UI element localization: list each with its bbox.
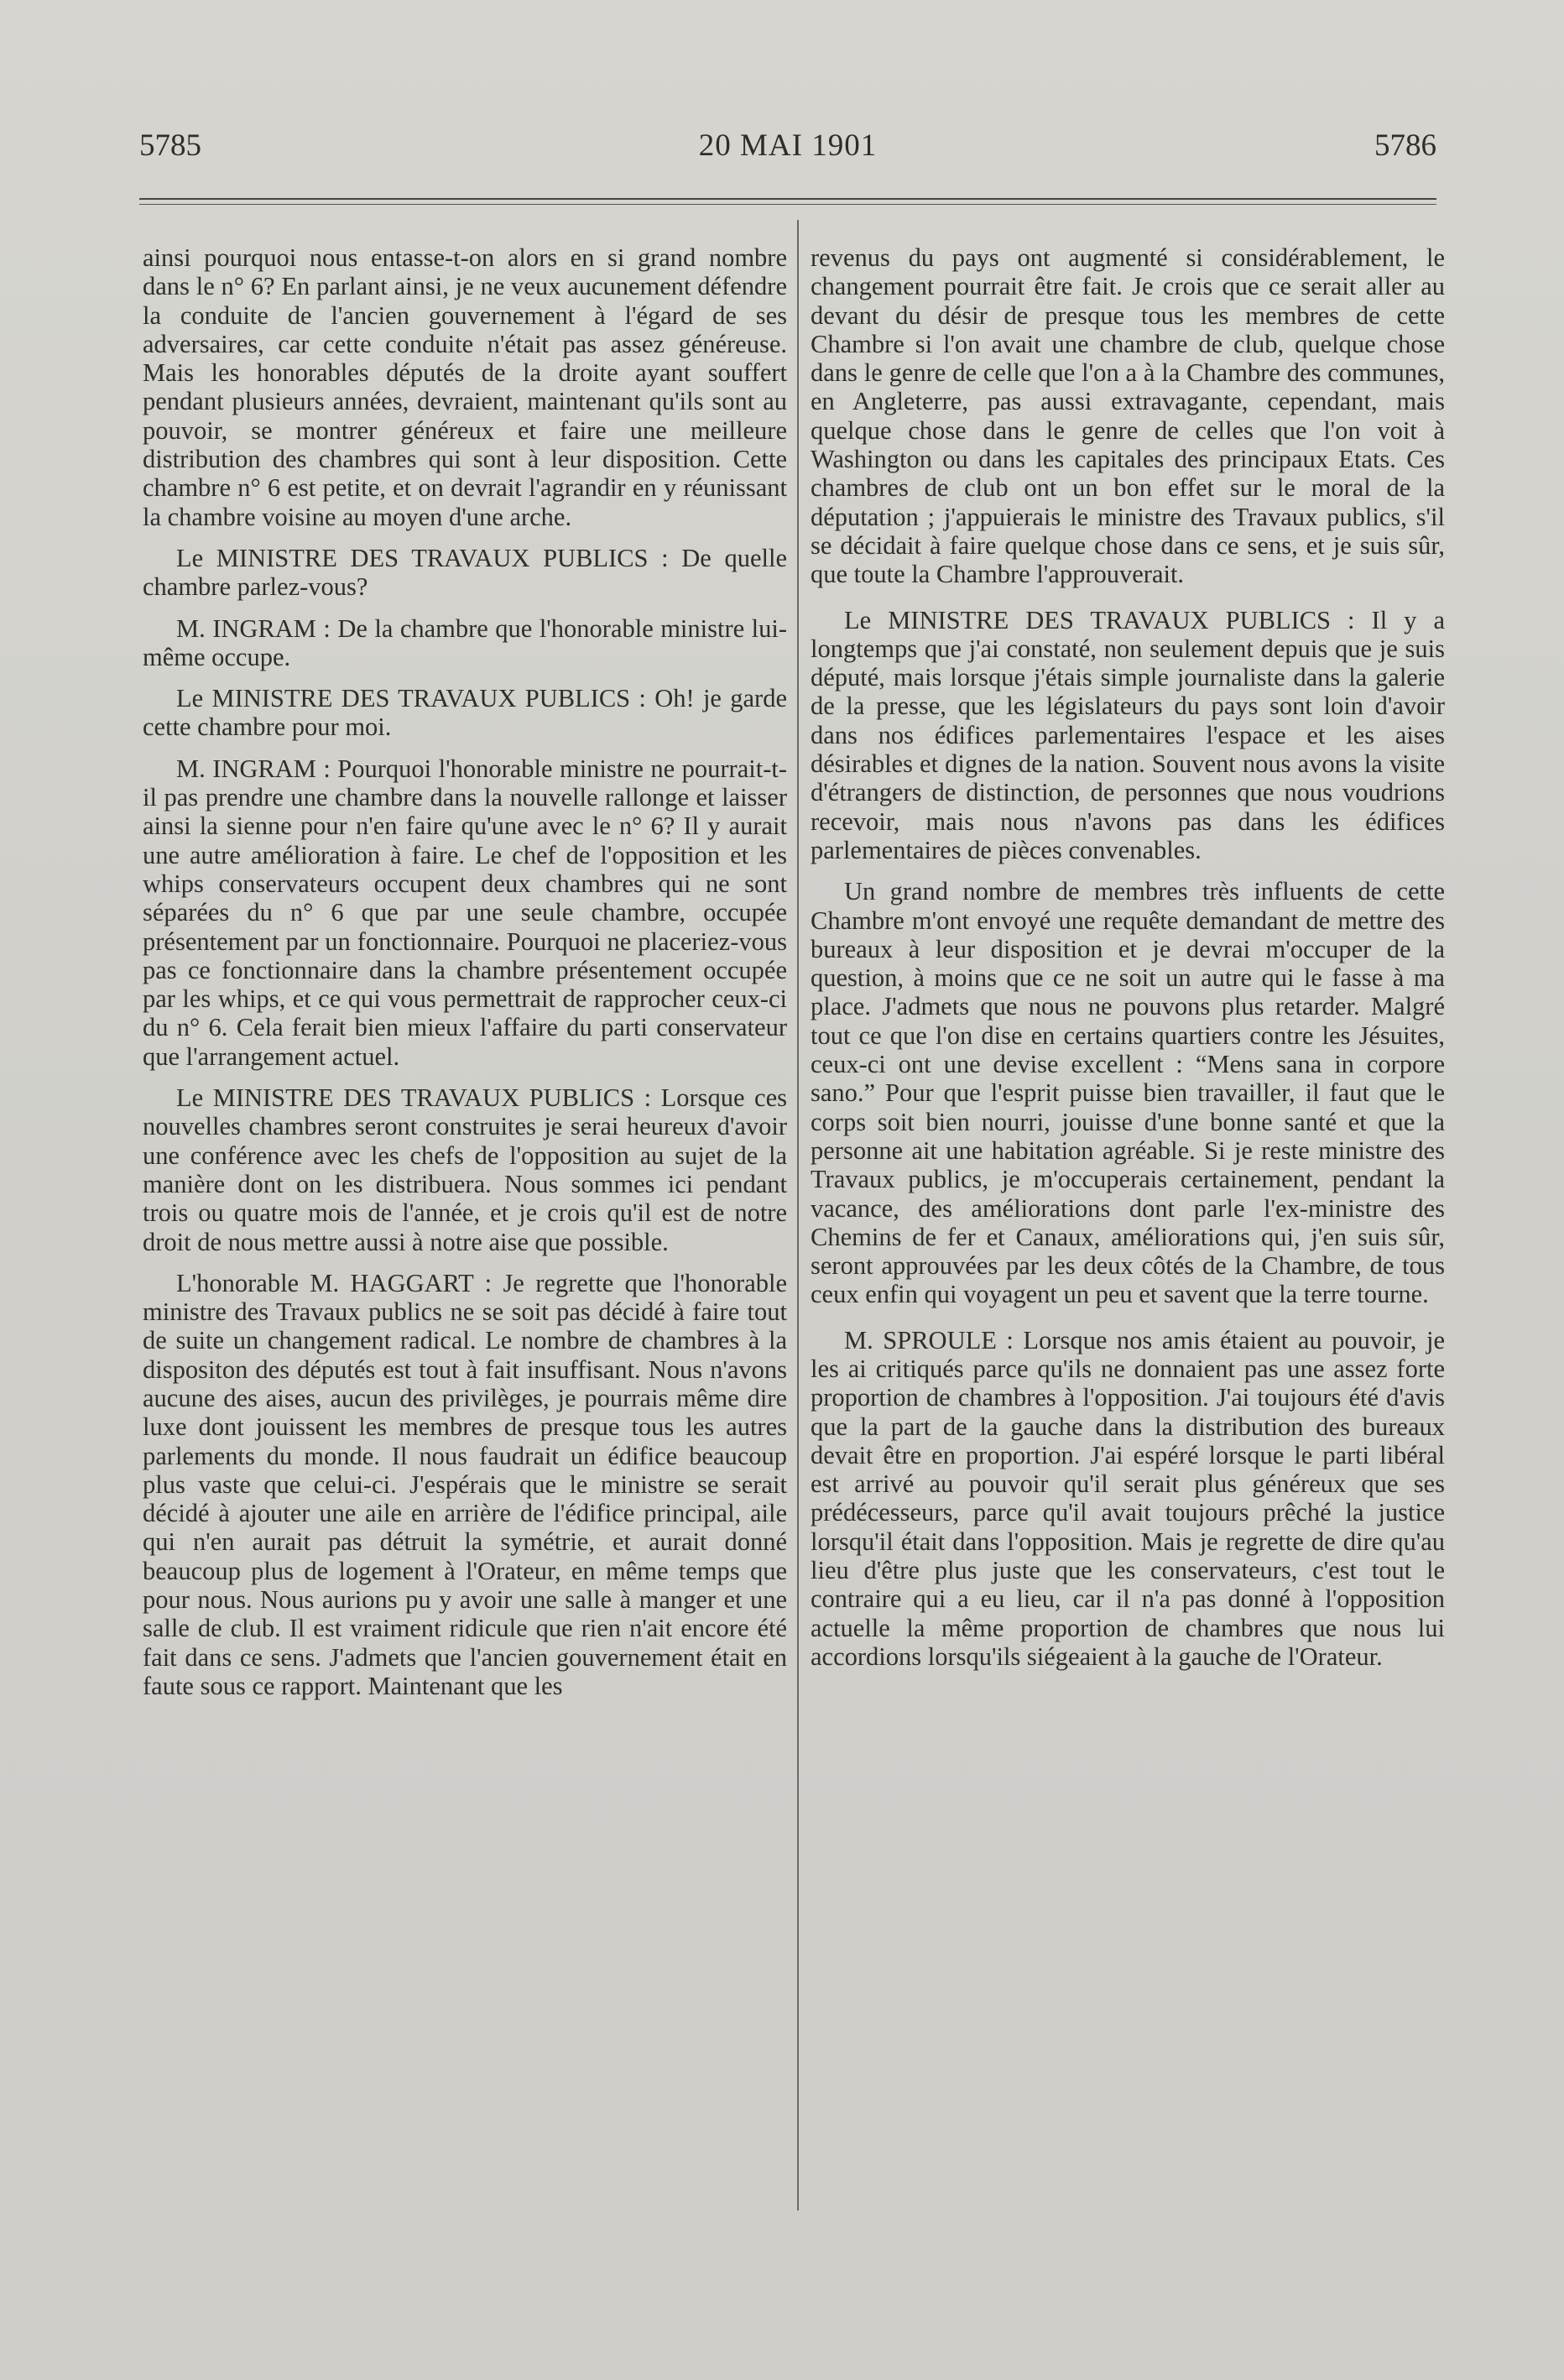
paragraph: Le MINISTRE DES TRAVAUX PUBLICS : Oh! je garde cette chambre pour moi. (143, 684, 787, 742)
paragraph: Le MINISTRE DES TRAVAUX PUBLICS : De quelle chambre parlez-vous? (143, 543, 787, 602)
paragraph: Le MINISTRE DES TRAVAUX PUBLICS : Il y a longtemps que j'ai constaté, non seulement depuis que je suis député, mais lorsque j'étais simple journaliste dans la galerie de la presse, que les législateurs du pays sont loin d'avoir dans nos édifices parlementaires l'espace et les aises désirables et dignes de la nation. Souvent nous avons la visite d'étrangers de distinction, de personnes que nous voudrions recevoir, mais nous n'avons pas dans les édifices parlementaires de pièces convenables. (811, 605, 1445, 864)
right-column (811, 243, 1445, 1683)
page-header (139, 128, 1436, 178)
left-column (143, 243, 787, 1713)
paragraph: M. INGRAM : De la chambre que l'honorable ministre lui-même occupe. (143, 613, 787, 671)
paragraph: M. INGRAM : Pourquoi l'honorable ministre ne pourrait-t-il pas prendre une chambre dans la nouvelle rallonge et laisser ainsi la sienne pour n'en faire qu'une avec le n° 6? Il y aurait une autre amélioration à faire. Le chef de l'opposition et les whips conservateurs occupent deux chambres qui ne sont séparées du n° 6 que par une seule chambre, occupée présentement par un fonctionnaire. Pourquoi ne placeriez-vous pas ce fonctionnaire dans la chambre présentement occupée par les whips, et ce qui vous permettrait de rapprocher ceux-ci du n° 6. Cela ferait bien mieux l'affaire du parti conservateur que l'arrangement actuel. (143, 754, 787, 1071)
page-date: 20 MAI 1901 (698, 128, 878, 163)
paragraph: L'honorable M. HAGGART : Je regrette que l'honorable ministre des Travaux publics ne se soit pas décidé à faire tout de suite un changement radical. Le nombre de chambres à la dispositon des députés est tout à fait insuffisant. Nous n'avons aucune des aises, aucun des privilèges, je pourrais même dire luxe dont jouissent les membres de presque tous les autres parlements du monde. Il nous faudrait un édifice beaucoup plus vaste que celui-ci. J'espérais que le ministre se serait décidé à ajouter une aile en arrière de l'édifice principal, aile qui n'en aurait pas détruit la symétrie, et aurait donné beaucoup plus de logement à l'Orateur, en même temps que pour nous. Nous aurions pu y avoir une salle à manger et une salle de club. Il est vraiment ridicule que rien n'ait encore été fait dans ce sens. J'admets que l'ancien gouvernement était en faute sous ce rapport. Maintenant que les (143, 1268, 787, 1700)
paragraph: revenus du pays ont augmenté si considérablement, le changement pourrait être fait. Je crois que ce serait aller au devant du désir de presque tous les membres de cette Chambre si l'on avait une chambre de club, quelque chose dans le genre de celle que l'on a à la Chambre des communes, en Angleterre, pas aussi extravagante, cependant, mais quelque chose dans le genre de celles que l'on voit à Washington ou dans les capitales des principaux Etats. Ces chambres de club ont un bon effet sur le moral de la députation ; j'appuierais le ministre des Travaux publics, s'il se décidait à faire quelque chose dans ce sens, et je suis sûr, que toute la Chambre l'approuverait. (811, 243, 1445, 589)
column-divider (797, 220, 799, 2210)
paragraph: ainsi pourquoi nous entasse-t-on alors en si grand nombre dans le n° 6? En parlant ainsi, je ne veux aucunement défendre la conduite de l'ancien gouvernement à l'égard de ses adversaires, car cette conduite n'était pas assez généreuse. Mais les honorables députés de la droite ayant souffert pendant plusieurs années, devraient, maintenant qu'ils sont au pouvoir, se montrer généreux et faire une meilleure distribution des chambres qui sont à leur disposition. Cette chambre n° 6 est petite, et on devrait l'agrandir en y réunissant la chambre voisine au moyen d'une arche. (143, 243, 787, 531)
paragraph: M. SPROULE : Lorsque nos amis étaient au pouvoir, je les ai critiqués parce qu'ils ne donnaient pas une assez forte proportion de chambres à l'opposition. J'ai toujours été d'avis que la part de la gauche dans la distribution des bureaux devait être en proportion. J'ai espéré lorsque le parti libéral est arrivé au pouvoir qu'il serait plus généreux que ses prédécesseurs, parce qu'il avait toujours prêché la justice lorsqu'il était dans l'opposition. Mais je regrette de dire qu'au lieu d'être plus juste que les conservateurs, c'est tout le contraire qui a eu lieu, car il n'a pas donné à l'opposition actuelle la même proportion de chambres que nous lui accordions lorsqu'ils siégeaient à la gauche de l'Orateur. (811, 1325, 1445, 1671)
paragraph: Le MINISTRE DES TRAVAUX PUBLICS : Lorsque ces nouvelles chambres seront construites je serai heureux d'avoir une conférence avec les chefs de l'opposition au sujet de la manière dont on les distribuera. Nous sommes ici pendant trois ou quatre mois de l'année, et je crois qu'il est de notre droit de nous mettre aussi à notre aise que possible. (143, 1083, 787, 1256)
header-rule (139, 198, 1436, 205)
paragraph: Un grand nombre de membres très influents de cette Chambre m'ont envoyé une requête demandant de mettre des bureaux à leur disposition et je devrai m'occuper de la question, à moins que ce ne soit un autre qui le fasse à ma place. J'admets que nous ne pouvons plus retarder. Malgré tout ce que l'on dise en certains quartiers contre les Jésuites, ceux-ci ont une devise excellent : “Mens sana in corpore sano.” Pour que l'esprit puisse bien travailler, il faut que le corps soit bien nourri, jouisse d'une bonne santé et que la personne ait une habitation agréable. Si je reste ministre des Travaux publics, je m'occuperais certainement, pendant la vacance, des améliorations dont parle l'ex-ministre des Chemins de fer et Canaux, améliorations qui, j'en suis sûr, seront approuvées par les deux côtés de la Chambre, de tous ceux enfin qui voyagent un peu et savent que la terre tourne. (811, 877, 1445, 1309)
page-number-left: 5785 (139, 128, 201, 163)
page-number-right: 5786 (1374, 128, 1436, 163)
